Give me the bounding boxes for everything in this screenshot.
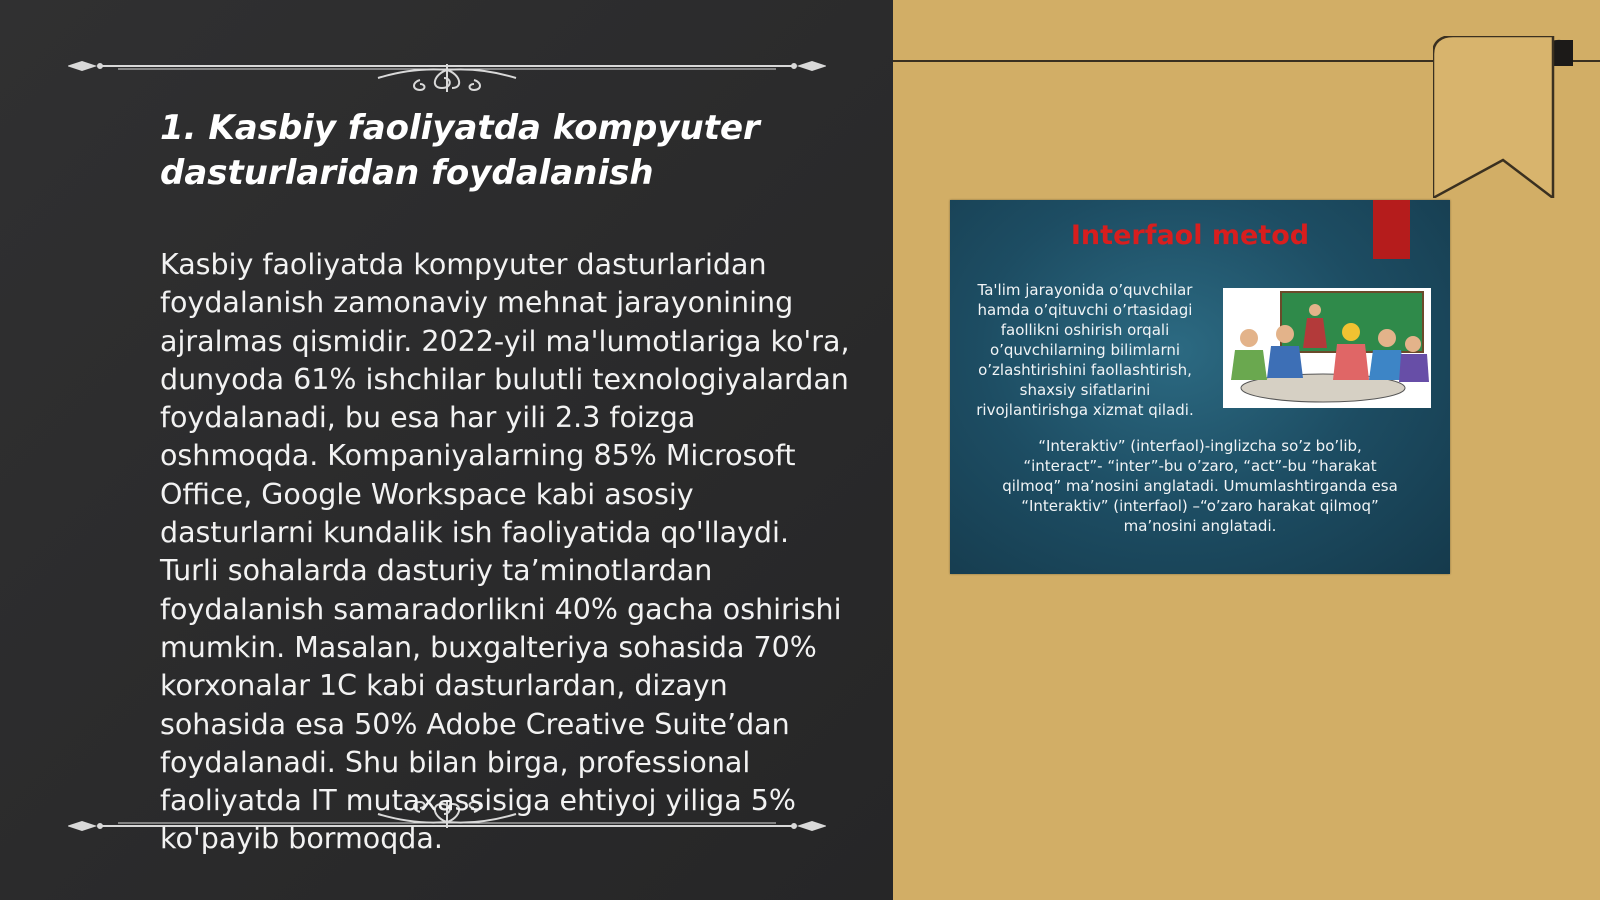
classroom-illustration-icon bbox=[1223, 288, 1431, 408]
image-bottom-text: “Interaktiv” (interfaol)-inglizcha so’z bo’lib, “interact”- “inter”-bu o’zaro, “act”-bu “harakat qilmoq” ma’nosini anglatadi. Umumlashtirganda esa “Interaktiv” (interfaol) –“o’zaro harakat qilmoq” ma’nosini anglatadi. bbox=[1002, 437, 1398, 535]
image-title: Interfaol metod bbox=[1070, 220, 1310, 251]
slide-title: 1. Kasbiy faoliyatda kompyuter dasturlaridan foydalanish bbox=[160, 108, 760, 193]
interfaol-metod-image bbox=[950, 200, 1450, 574]
image-left-text: Ta'lim jarayonida o’quvchilar hamda o’qituvchi o’rtasidagi faollikni oshirish orqali o’quvchilarning bilimlarni o’zlashtirishini faollashtirish, shaxsiy sifatlarini rivojlantirishga xizmat qiladi. bbox=[976, 281, 1194, 419]
ornament-divider-top-icon bbox=[68, 44, 826, 92]
bookmark-ribbon-icon bbox=[1433, 36, 1573, 198]
slide-body-text: Kasbiy faoliyatda kompyuter dasturlaridan foydalanish zamonaviy mehnat jarayonining ajralmas qismidir. 2022-yil ma'lumotlariga ko'ra, dunyoda 61% ishchilar bulutli texnologiyalardan foydalanadi, bu esa har yili 2.3 foizga oshmoqda. Kompaniyalarning 85% Microsoft Office, Google Workspace kabi asosiy dasturlarni kundalik ish faoliyatida qo'llaydi. Turli sohalarda dasturiy ta’minotlardan foydalanish samaradorlikni 40% gacha oshirishi mumkin. Masalan, buxgalteriya sohasida 70% korxonalar 1C kabi dasturlardan, dizayn sohasida esa 50% Adobe Creative Suite’dan foydalanadi. Shu bilan birga, professional faoliyatda IT mutaxassisiga ehtiyoj yiliga 5% ko'payib bormoqda. bbox=[160, 248, 850, 856]
